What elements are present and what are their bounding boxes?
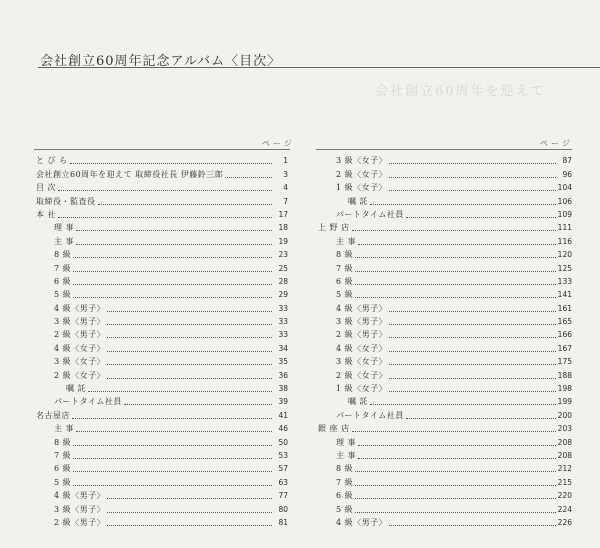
toc-entry-label: 3 級〈女子〉	[54, 357, 106, 367]
dot-leader	[389, 324, 556, 325]
toc-entry-label: 目 次	[36, 183, 57, 193]
toc-entry	[318, 219, 572, 232]
dot-leader	[389, 190, 556, 191]
toc-entry	[36, 487, 288, 500]
dot-leader	[70, 163, 272, 164]
toc-entry-label: 7 級	[336, 477, 354, 487]
toc-entry	[318, 353, 572, 366]
toc-entry	[36, 420, 288, 433]
toc-entry-label: 5 級	[54, 477, 72, 487]
toc-entry	[36, 433, 288, 446]
toc-entry	[36, 259, 288, 272]
dot-leader	[107, 512, 272, 513]
dot-leader	[406, 418, 556, 419]
toc-entry-page: 39	[278, 397, 288, 407]
toc-entry-label: 4 級〈男子〉	[54, 491, 106, 501]
dot-leader	[88, 391, 272, 392]
dot-leader	[107, 337, 272, 338]
right-toc-column	[318, 152, 572, 527]
toc-entry-page: 166	[557, 330, 572, 340]
toc-entry-label: 4 級〈男子〉	[336, 303, 388, 313]
dot-leader	[73, 257, 272, 258]
toc-entry	[36, 380, 288, 393]
toc-entry-page: 200	[557, 410, 572, 420]
toc-entry-label: 8 級	[336, 464, 354, 474]
toc-entry-label: 8 級	[336, 250, 354, 260]
toc-entry-label: パートタイム社員	[336, 209, 404, 219]
toc-entry	[318, 447, 572, 460]
toc-entry-label: 3 級〈男子〉	[54, 504, 106, 514]
dot-leader	[389, 378, 556, 379]
dot-leader	[355, 471, 556, 472]
toc-entry-page: 53	[278, 450, 288, 460]
dot-leader	[358, 458, 556, 459]
dot-leader	[73, 297, 272, 298]
toc-entry-label: 理 事	[54, 223, 75, 233]
toc-entry	[36, 500, 288, 513]
toc-entry	[318, 473, 572, 486]
toc-entry-page: 35	[278, 357, 288, 367]
toc-entry	[36, 353, 288, 366]
toc-entry	[36, 152, 288, 165]
toc-entry	[36, 514, 288, 527]
toc-entry-page: 141	[557, 290, 572, 300]
toc-entry-label: 嘱 託	[348, 196, 369, 206]
toc-entry-label: 2 級〈女子〉	[54, 370, 106, 380]
toc-entry-page: 29	[278, 290, 288, 300]
toc-entry-label: 8 級	[54, 250, 72, 260]
toc-entry	[318, 299, 572, 312]
dot-leader	[73, 485, 272, 486]
dot-leader	[107, 364, 272, 365]
toc-entry-label: 理 事	[336, 437, 357, 447]
toc-entry-page: 87	[562, 156, 572, 166]
toc-entry-page: 7	[283, 196, 288, 206]
toc-entry-label: 2 級〈男子〉	[336, 330, 388, 340]
toc-entry	[36, 326, 288, 339]
toc-entry-label: 5 級	[336, 504, 354, 514]
toc-entry-page: 116	[557, 236, 572, 246]
toc-entry	[36, 339, 288, 352]
toc-entry-page: 34	[278, 343, 288, 353]
dot-leader	[73, 458, 272, 459]
dot-leader	[73, 471, 272, 472]
toc-entry-page: 38	[278, 384, 288, 394]
toc-entry-page: 215	[557, 477, 572, 487]
toc-entry	[36, 406, 288, 419]
toc-entry-page: 226	[557, 517, 572, 527]
toc-entry-page: 46	[278, 424, 288, 434]
dot-leader	[389, 525, 556, 526]
toc-entry-page: 212	[557, 464, 572, 474]
dot-leader	[389, 163, 556, 164]
toc-entry-label: 3 級〈男子〉	[54, 317, 106, 327]
toc-entry-label: 上 野 店	[318, 223, 350, 233]
toc-entry-label: 1 級〈女子〉	[336, 384, 388, 394]
toc-entry-label: 主 事	[54, 236, 75, 246]
dot-leader	[107, 498, 272, 499]
dot-leader	[352, 230, 556, 231]
toc-entry-label: 5 級	[336, 290, 354, 300]
toc-entry-page: 111	[557, 223, 572, 233]
toc-entry-label: 銀 座 店	[318, 424, 350, 434]
toc-entry-label: 8 級	[54, 437, 72, 447]
toc-entry-page: 188	[557, 370, 572, 380]
left-toc-column	[36, 152, 288, 527]
toc-entry	[36, 232, 288, 245]
toc-entry-label: 主 事	[336, 450, 357, 460]
dot-leader	[73, 445, 272, 446]
toc-entry-page: 23	[278, 250, 288, 260]
toc-entry	[318, 339, 572, 352]
toc-entry	[318, 433, 572, 446]
toc-entry	[318, 366, 572, 379]
toc-entry-label: パートタイム社員	[336, 410, 404, 420]
toc-entry	[318, 393, 572, 406]
toc-entry-page: 1	[283, 156, 288, 166]
dot-leader	[358, 445, 556, 446]
dot-leader	[389, 351, 556, 352]
dot-leader	[355, 485, 556, 486]
toc-entry	[36, 366, 288, 379]
toc-entry-label: 嘱 託	[348, 397, 369, 407]
toc-entry	[36, 313, 288, 326]
toc-entry-page: 198	[557, 384, 572, 394]
toc-entry-label: 2 級〈男子〉	[54, 517, 106, 527]
dot-leader	[406, 217, 556, 218]
toc-entry	[318, 313, 572, 326]
toc-entry	[318, 246, 572, 259]
toc-entry-page: 125	[557, 263, 572, 273]
dot-leader	[225, 177, 272, 178]
toc-entry	[318, 206, 572, 219]
toc-entry-label: 3 級〈女子〉	[336, 357, 388, 367]
dot-leader	[355, 297, 556, 298]
toc-entry-label: 4 級〈女子〉	[336, 343, 388, 353]
toc-entry	[318, 406, 572, 419]
toc-entry-page: 63	[278, 477, 288, 487]
dot-leader	[76, 230, 272, 231]
toc-entry-label: 6 級	[54, 276, 72, 286]
toc-entry-label: 2 級〈女子〉	[336, 169, 388, 179]
toc-entry-page: 220	[557, 491, 572, 501]
page-title: 会社創立60周年記念アルバム〈目次〉	[40, 54, 282, 69]
right-column-rule	[316, 149, 572, 150]
dot-leader	[370, 404, 556, 405]
dot-leader	[358, 244, 556, 245]
toc-entry-label: 1 級〈女子〉	[336, 183, 388, 193]
toc-entry-label: 4 級〈男子〉	[336, 517, 388, 527]
toc-entry	[318, 380, 572, 393]
toc-entry-label: 6 級	[336, 491, 354, 501]
dot-leader	[355, 512, 556, 513]
dot-leader	[107, 324, 272, 325]
toc-entry-page: 161	[557, 303, 572, 313]
toc-entry-label: 取締役・監査役	[36, 196, 96, 206]
dot-leader	[58, 217, 272, 218]
dot-leader	[389, 311, 556, 312]
dot-leader	[72, 418, 272, 419]
bleed-through-text: 会社創立60周年を迎えて	[375, 84, 546, 99]
toc-entry	[36, 299, 288, 312]
toc-entry-label: 名古屋店	[36, 410, 70, 420]
dot-leader	[389, 391, 556, 392]
toc-entry-label: 5 級	[54, 290, 72, 300]
toc-entry-label: 7 級	[54, 450, 72, 460]
toc-entry-label: 7 級	[54, 263, 72, 273]
toc-entry-page: 104	[557, 183, 572, 193]
toc-entry-label: 主 事	[54, 424, 75, 434]
title-rule	[38, 67, 600, 68]
dot-leader	[370, 204, 556, 205]
toc-entry	[318, 192, 572, 205]
toc-entry-page: 25	[278, 263, 288, 273]
toc-entry	[36, 246, 288, 259]
toc-entry-label: 本 社	[36, 209, 57, 219]
toc-entry-page: 165	[557, 317, 572, 327]
toc-entry-page: 17	[278, 209, 288, 219]
dot-leader	[389, 364, 556, 365]
dot-leader	[355, 498, 556, 499]
dot-leader	[73, 271, 272, 272]
toc-entry-page: 33	[278, 303, 288, 313]
toc-entry-label: 2 級〈女子〉	[336, 370, 388, 380]
toc-entry-page: 41	[278, 410, 288, 420]
toc-entry	[318, 259, 572, 272]
toc-entry-page: 133	[557, 276, 572, 286]
dot-leader	[58, 190, 272, 191]
dot-leader	[389, 337, 556, 338]
toc-entry	[318, 420, 572, 433]
toc-entry-label: と び ら	[36, 156, 68, 166]
toc-entry-page: 18	[278, 223, 288, 233]
toc-entry	[318, 487, 572, 500]
toc-entry	[36, 273, 288, 286]
dot-leader	[107, 378, 272, 379]
toc-entry	[318, 514, 572, 527]
toc-entry	[36, 473, 288, 486]
left-page-header: ページ	[262, 139, 295, 148]
toc-entry-page: 120	[557, 250, 572, 260]
toc-entry-page: 3	[283, 169, 288, 179]
toc-entry-page: 96	[562, 169, 572, 179]
toc-entry	[36, 393, 288, 406]
toc-entry	[36, 206, 288, 219]
toc-entry	[318, 326, 572, 339]
toc-entry-page: 80	[278, 504, 288, 514]
toc-entry-page: 57	[278, 464, 288, 474]
toc-entry	[36, 219, 288, 232]
toc-entry-page: 81	[278, 517, 288, 527]
dot-leader	[73, 284, 272, 285]
toc-entry-label: 嘱 託	[66, 384, 87, 394]
toc-entry-label: 4 級〈女子〉	[54, 343, 106, 353]
toc-entry	[318, 152, 572, 165]
toc-entry-label: 2 級〈男子〉	[54, 330, 106, 340]
toc-entry-page: 4	[283, 183, 288, 193]
dot-leader	[355, 257, 556, 258]
dot-leader	[355, 271, 556, 272]
toc-entry	[318, 286, 572, 299]
toc-entry-page: 33	[278, 317, 288, 327]
toc-entry-page: 109	[557, 209, 572, 219]
toc-entry-label: 6 級	[54, 464, 72, 474]
toc-entry-page: 106	[557, 196, 572, 206]
toc-entry	[318, 179, 572, 192]
toc-entry	[318, 273, 572, 286]
dot-leader	[107, 525, 272, 526]
dot-leader	[107, 351, 272, 352]
toc-entry-label: 主 事	[336, 236, 357, 246]
toc-entry	[36, 286, 288, 299]
toc-entry-page: 36	[278, 370, 288, 380]
toc-entry-page: 208	[557, 450, 572, 460]
dot-leader	[76, 431, 272, 432]
toc-entry-page: 224	[557, 504, 572, 514]
dot-leader	[352, 431, 556, 432]
toc-entry-label: 会社創立60周年を迎えて 取締役社長 伊藤鈴三郎	[36, 169, 224, 179]
toc-entry-page: 199	[557, 397, 572, 407]
toc-entry-label: 6 級	[336, 276, 354, 286]
toc-entry	[36, 447, 288, 460]
toc-entry-label: 3 級〈男子〉	[336, 317, 388, 327]
toc-entry-label: 4 級〈男子〉	[54, 303, 106, 313]
dot-leader	[98, 204, 273, 205]
toc-entry-page: 33	[278, 330, 288, 340]
toc-entry-label: 7 級	[336, 263, 354, 273]
dot-leader	[389, 177, 556, 178]
toc-entry-page: 167	[557, 343, 572, 353]
dot-leader	[355, 284, 556, 285]
dot-leader	[76, 244, 272, 245]
toc-entry-page: 77	[278, 491, 288, 501]
dot-leader	[124, 404, 272, 405]
toc-entry-label: 3 級〈女子〉	[336, 156, 388, 166]
toc-entry-label: パートタイム社員	[54, 397, 122, 407]
right-page-header: ページ	[540, 139, 573, 148]
toc-entry-page: 50	[278, 437, 288, 447]
toc-entry	[318, 500, 572, 513]
toc-entry	[318, 232, 572, 245]
toc-entry	[318, 165, 572, 178]
toc-entry	[36, 192, 288, 205]
dot-leader	[107, 311, 272, 312]
toc-entry	[36, 165, 288, 178]
toc-entry	[318, 460, 572, 473]
toc-entry-page: 208	[557, 437, 572, 447]
left-column-rule	[34, 149, 290, 150]
toc-entry-page: 175	[557, 357, 572, 367]
toc-entry	[36, 460, 288, 473]
toc-entry-page: 28	[278, 276, 288, 286]
toc-entry	[36, 179, 288, 192]
toc-entry-page: 203	[557, 424, 572, 434]
toc-entry-page: 19	[278, 236, 288, 246]
